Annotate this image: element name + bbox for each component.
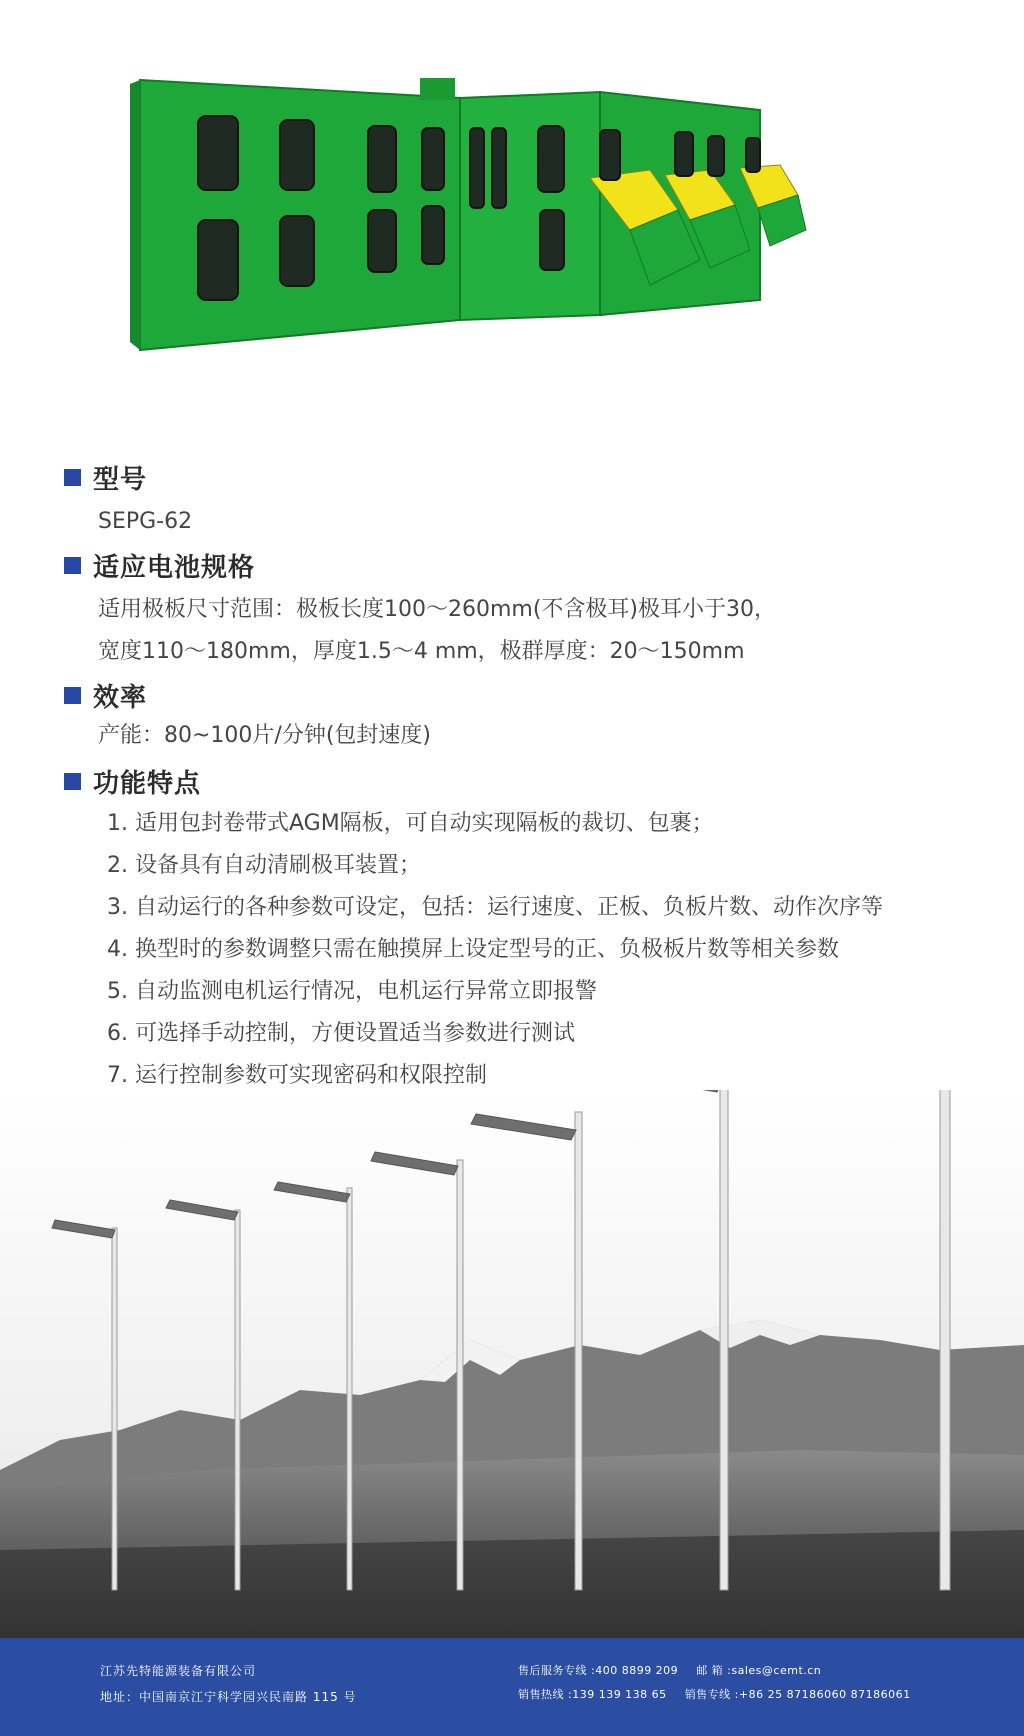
list-item: 3. 自动运行的各种参数可设定，包括：运行速度、正板、负板片数、动作次序等 — [107, 895, 883, 920]
spec-content — [64, 455, 1004, 1181]
model-section — [64, 457, 1004, 543]
efficiency-section — [64, 675, 1004, 757]
spec-heading — [64, 545, 1004, 585]
spec-section — [64, 545, 1004, 673]
square-bullet-icon — [64, 773, 81, 790]
list-item: 1. 适用包封卷带式AGM隔板，可自动实现隔板的裁切、包裹； — [107, 811, 714, 836]
square-bullet-icon — [64, 687, 81, 704]
contact-footer — [0, 1638, 1024, 1736]
company-name: 江苏先特能源装备有限公司 — [100, 1664, 257, 1678]
spec-title: 适应电池规格 — [93, 552, 256, 583]
product-machine-image — [130, 70, 890, 400]
company-info — [100, 1658, 357, 1710]
efficiency-title: 效率 — [93, 682, 148, 713]
efficiency-value: 产能：80~100片/分钟(包封速度) — [98, 723, 431, 748]
square-bullet-icon — [64, 557, 81, 574]
contact-info — [518, 1659, 911, 1707]
square-bullet-icon — [64, 469, 81, 486]
company-address: 地址：中国南京江宁科学园兴民南路 115 号 — [100, 1690, 357, 1704]
model-heading — [64, 457, 1004, 497]
service-hotline: 售后服务专线 :400 8899 209 — [518, 1664, 679, 1677]
list-item: 5. 自动监测电机运行情况，电机运行异常立即报警 — [107, 979, 597, 1004]
model-value: SEPG-62 — [98, 509, 193, 534]
spec-body — [98, 589, 1004, 673]
sales-line: 销售专线 :+86 25 87186060 87186061 — [684, 1688, 911, 1701]
contact-email[interactable]: 邮 箱 :sales@cemt.cn — [696, 1664, 822, 1677]
spec-line: 适用极板尺寸范围：极板长度100～260mm(不含极耳)极耳小于30， — [98, 597, 777, 622]
efficiency-heading — [64, 675, 1004, 715]
model-title: 型号 — [93, 464, 148, 495]
list-item: 7. 运行控制参数可实现密码和权限控制 — [107, 1063, 487, 1088]
features-heading — [64, 761, 1004, 801]
features-title: 功能特点 — [93, 768, 202, 799]
spec-line: 宽度110～180mm，厚度1.5～4 mm，极群厚度：20～150mm — [98, 639, 745, 664]
list-item: 4. 换型时的参数调整只需在触摸屏上设定型号的正、负极板片数等相关参数 — [107, 937, 839, 962]
list-item: 6. 可选择手动控制，方便设置适当参数进行测试 — [107, 1021, 575, 1046]
street-light-scenery — [0, 1090, 1024, 1640]
sales-hotline: 销售热线 :139 139 138 65 — [518, 1688, 667, 1701]
list-item: 2. 设备具有自动清刷极耳装置； — [107, 853, 421, 878]
